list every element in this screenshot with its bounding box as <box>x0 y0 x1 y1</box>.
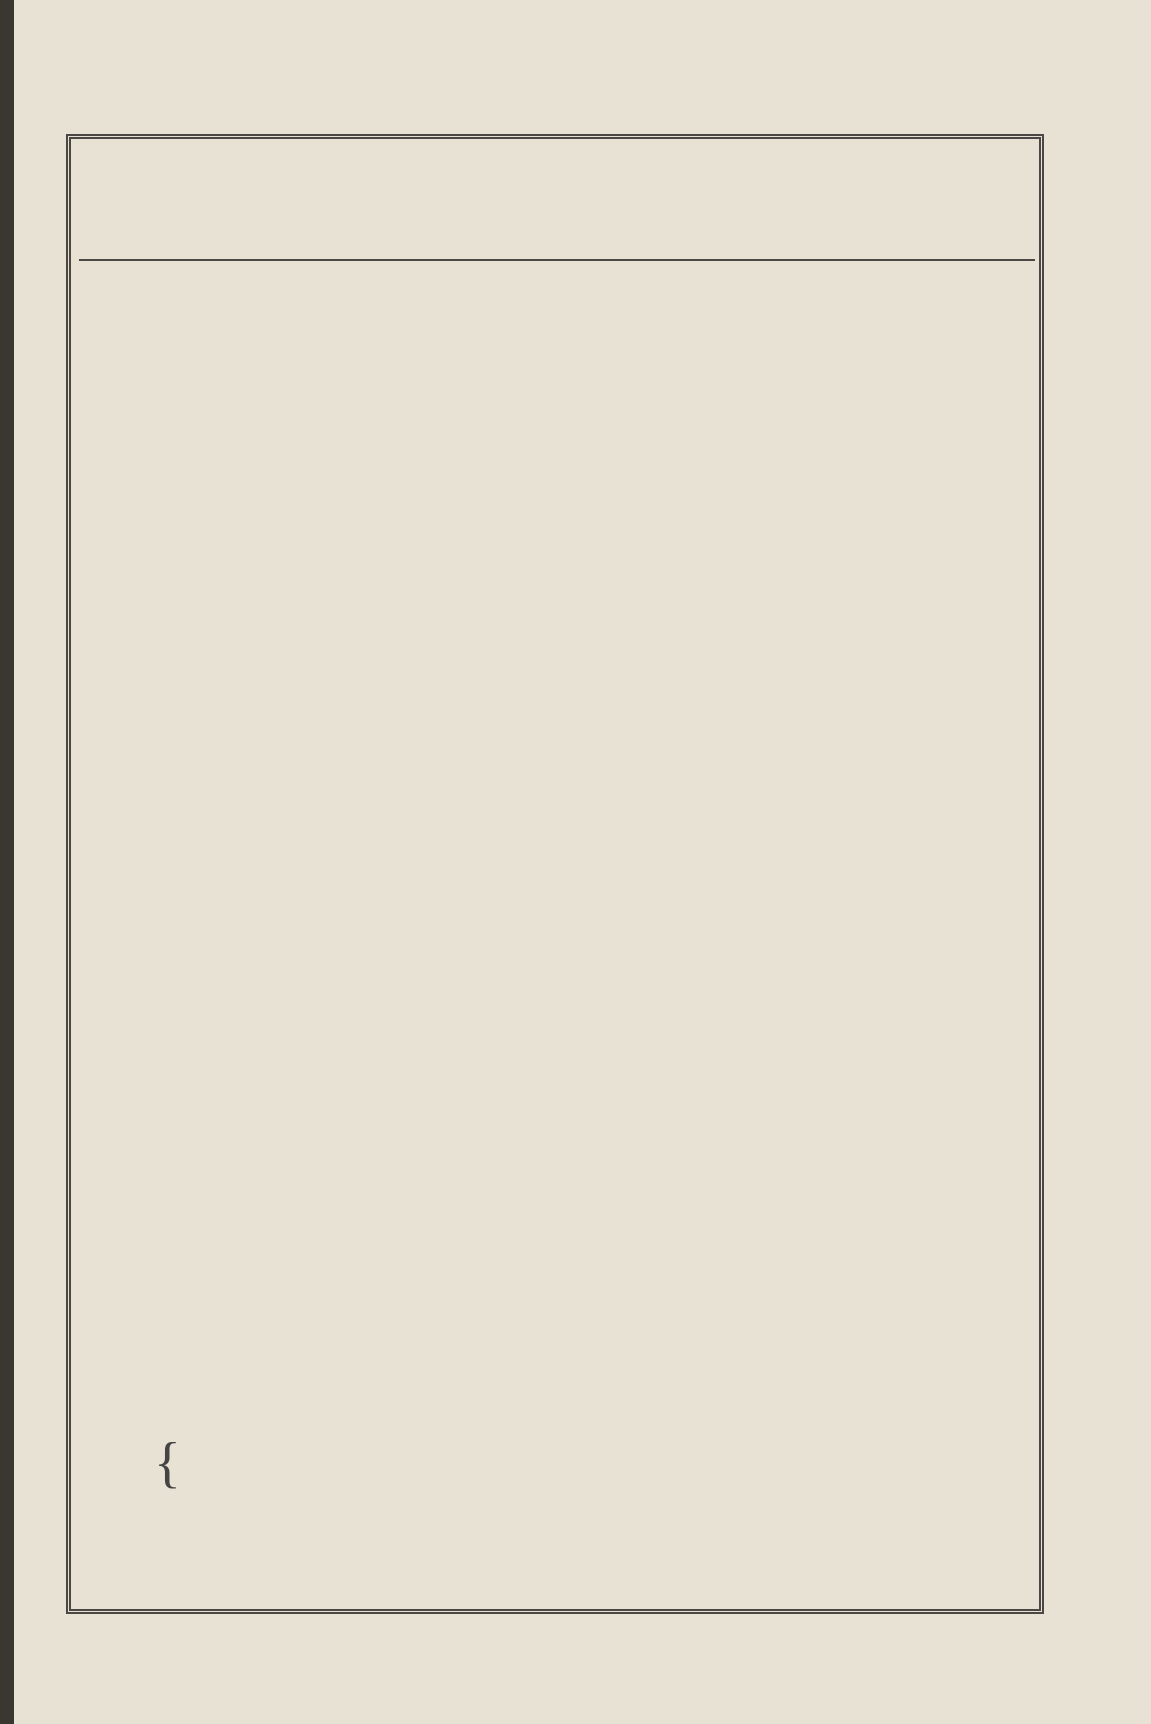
temperature-table <box>79 264 1038 348</box>
page <box>14 0 1151 1724</box>
month-header <box>79 264 157 348</box>
table-header-row <box>79 264 1038 348</box>
page-edge <box>0 0 14 1724</box>
table-frame <box>66 134 1044 1614</box>
title-divider <box>79 259 1035 261</box>
extremes-brace: { <box>154 1432 181 1494</box>
